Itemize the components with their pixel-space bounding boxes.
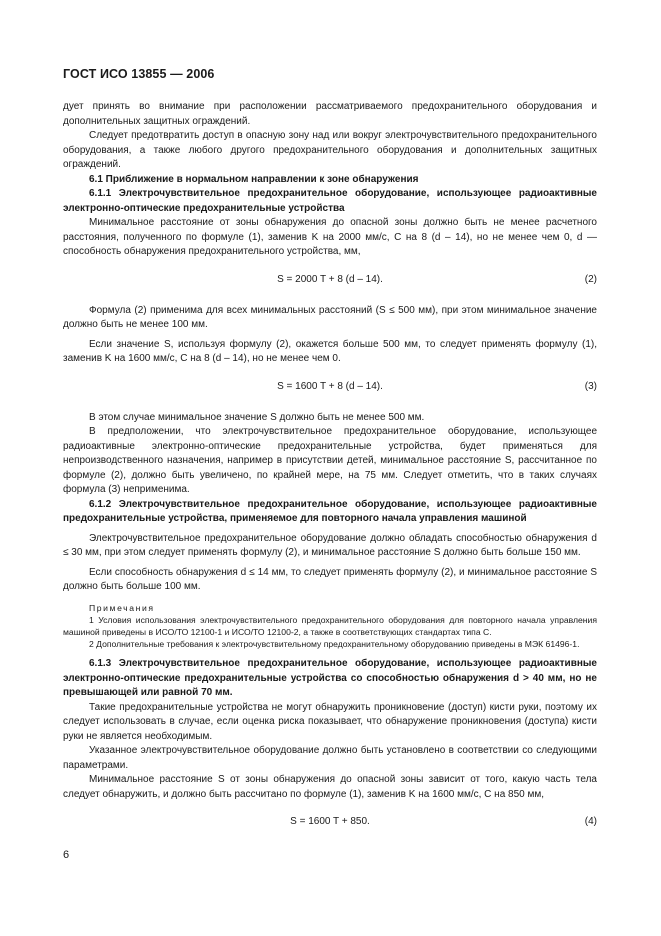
paragraph: Формула (2) применима для всех минимальных расстояний (S ≤ 500 мм), при этом минимальное значение должно быть не менее 100 мм. bbox=[63, 304, 597, 330]
paragraph: Такие предохранительные устройства не могут обнаружить проникновение (доступ) кисти руки, поэтому их следует использовать в случае, если оценка риска показывает, что обнаружение проникновения (доступа) кисти руки не является необходимым. bbox=[63, 701, 597, 742]
note-item: 1 Условия использования электрочувствительного предохранительного оборудования для повторного начала управления машиной приведены в ИСО/ТО 12100-1 и ИСО/ТО 12100-2, а также в соответствующих стандартах типа С. bbox=[63, 614, 597, 637]
paragraph: Указанное электрочувствительное оборудование должно быть установлено в соответствии со следующими параметрами. bbox=[63, 745, 597, 771]
formula-number: (2) bbox=[584, 273, 597, 285]
note-item: 2 Дополнительные требования к электрочувствительному предохранительному оборудованию приведены в МЭК 61496-1. bbox=[89, 639, 580, 650]
formula-3 bbox=[63, 380, 597, 394]
formula-4 bbox=[63, 815, 597, 829]
formula-number: (3) bbox=[584, 380, 597, 392]
paragraph: В предположении, что электрочувствительное предохранительное оборудование, использующее радиоактивные электронно-оптические предохранительные устройства, будет применяться для непроизводственного назначения, например в присутствии детей, минимальное расстояние S, рассчитанное по формуле (2), должно быть увеличено, по крайней мере, на 75 мм. Следует отметить, что в таких случаях формула (3) неприменима. bbox=[63, 426, 597, 495]
subsection-heading-6-1-3: 6.1.3 Электрочувствительное предохранительное оборудование, использующее радиоактивные электронно-оптические предохранительные устройства со способностью обнаружения d > 40 мм, но не превышающей или равной 70 мм. bbox=[63, 658, 597, 699]
paragraph-continuation: дует принять во внимание при расположении рассматриваемого предохранительного оборудования и дополнительных защитных ограждений. bbox=[63, 101, 597, 127]
formula-expression: S = 1600 T + 850. bbox=[290, 816, 370, 828]
formula-number: (4) bbox=[584, 816, 597, 828]
page-body bbox=[63, 100, 597, 846]
formula-expression: S = 1600 T + 8 (d – 14). bbox=[277, 380, 383, 392]
notes-heading: Примечания bbox=[89, 602, 155, 613]
section-heading-6-1: 6.1 Приближение в нормальном направлении к зоне обнаружения bbox=[89, 173, 419, 185]
page-number: 6 bbox=[63, 849, 70, 861]
paragraph: Электрочувствительное предохранительное оборудование должно обладать способностью обнаружения d ≤ 30 мм, при этом следует применять формулу (2), и минимальное расстояние S должно быть больше 150 мм. bbox=[63, 532, 597, 558]
paragraph: Если способность обнаружения d ≤ 14 мм, то следует применять формулу (2), и минимальное расстояние S должно быть больше 100 мм. bbox=[63, 566, 597, 592]
formula-expression: S = 2000 T + 8 (d – 14). bbox=[277, 273, 383, 285]
document-header: ГОСТ ИСО 13855 — 2006 bbox=[63, 67, 215, 81]
paragraph: В этом случае минимальное значение S должно быть не менее 500 мм. bbox=[89, 411, 425, 423]
subsection-heading-6-1-2: 6.1.2 Электрочувствительное предохранительное оборудование, использующее радиоактивные предохранительные устройства, применяемое для повторного начала управления машиной bbox=[63, 498, 597, 524]
subsection-heading-6-1-1: 6.1.1 Электрочувствительное предохранительное оборудование, использующее радиоактивные электронно-оптические предохранительные устройства bbox=[63, 188, 597, 214]
paragraph: Если значение S, используя формулу (2), окажется больше 500 мм, то следует применять формулу (1), заменив K на 1600 мм/с, C на 8 (d – 14), но не менее чем 0. bbox=[63, 338, 597, 364]
formula-2 bbox=[63, 273, 597, 287]
paragraph: Минимальное расстояние от зоны обнаружения до опасной зоны должно быть не менее расчетного расстояния, полученного по формуле (1), заменив K на 2000 мм/с, C на 8 (d – 14), но не менее чем 0, d — способность обнаружения предохранительного устройства, мм, bbox=[63, 217, 597, 257]
paragraph: Минимальное расстояние S от зоны обнаружения до опасной зоны зависит от того, какую часть тела следует обнаружить, и должно быть рассчитано по формуле (1), заменив K на 1600 мм/с, C на 850 мм, bbox=[63, 774, 597, 800]
paragraph: Следует предотвратить доступ в опасную зону над или вокруг электрочувствительного предохранительного оборудования, а также любого другого предохранительного оборудования и дополнительных защитных ограждений. bbox=[63, 130, 597, 170]
